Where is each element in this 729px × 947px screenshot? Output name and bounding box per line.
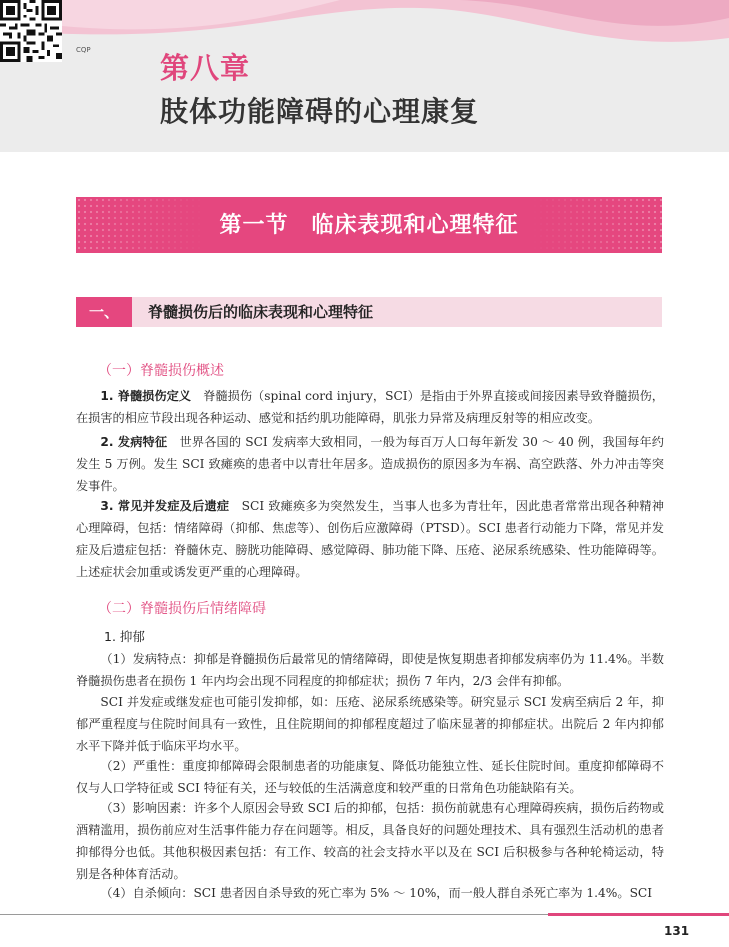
paragraph: （1）发病特点：抑郁是脊髓损伤后最常见的情绪障碍，即使是恢复期患者抑郁发病率仍为 11.4%。半数脊髓损伤患者在损伤 1 年内均会出现不同程度的抑郁症状；损伤 7 年内，2/3 会伴有抑郁。 [76, 652, 664, 688]
paragraph [76, 431, 664, 497]
paragraph-lead: 3. 常见并发症及后遗症 [100, 499, 230, 513]
subsection-number: 一、 [76, 297, 132, 327]
paragraph-text: 世界各国的 SCI 发病率大致相同，一般为每百万人口每年新发 30 ～ 40 例，我国每年约发生 5 万例。发生 SCI 致瘫痪的患者中以青壮年居多。造成损伤的原因多为车祸、高空跌落、外力冲击等突发事件。 [76, 435, 664, 493]
section-banner [76, 197, 662, 253]
paragraph: SCI 并发症或继发症也可能引发抑郁，如：压疮、泌尿系统感染等。研究显示 SCI 发病至病后 2 年，抑郁严重程度与住院时间具有一致性，且住院期间的抑郁程度超过了临床显著的抑郁症状。出院后 2 年内抑郁水平下降并低于临床平均水平。 [76, 695, 664, 753]
footer-accent-bar [548, 913, 729, 916]
paragraph [76, 495, 664, 583]
paragraph-text: 脊髓损伤（spinal cord injury，SCI）是指由于外界直接或间接因素导致脊髓损伤，在损害的相应节段出现各种运动、感觉和括约肌功能障碍，肌张力异常及病理反射等的相应改变。 [76, 389, 664, 425]
chapter-title: 肢体功能障碍的心理康复 [160, 95, 480, 128]
page-number: 131 [664, 924, 690, 938]
chapter-header [0, 0, 729, 152]
subsection-heading [76, 297, 662, 327]
paragraph: （4）自杀倾向：SCI 患者因自杀导致的死亡率为 5% ～ 10%，而一般人群自杀死亡率为 1.4%。SCI [100, 886, 653, 900]
qr-label: CQP [76, 46, 91, 54]
heading-part1: （一）脊髓损伤概述 [98, 363, 224, 379]
section-title: 第一节 临床表现和心理特征 [219, 212, 519, 238]
paragraph: （3）影响因素：许多个人原因会导致 SCI 后的抑郁，包括：损伤前就患有心理障碍疾病，损伤后药物或酒精滥用，损伤前应对生活事件能力存在问题等。相反，具备良好的问题处理技术、具有强烈生活动机的患者抑郁得分也低。其他积极因素包括：有工作、较高的社会支持水平以及在 SCI 后积极参与各种轮椅运动，特别是各种体育活动。 [76, 801, 664, 881]
heading-depression: 1. 抑郁 [104, 629, 145, 644]
paragraph-lead: 2. 发病特征 [100, 435, 168, 449]
heading-part2: （二）脊髓损伤后情绪障碍 [98, 601, 266, 617]
paragraph: （2）严重性：重度抑郁障碍会限制患者的功能康复、降低功能独立性、延长住院时间。重度抑郁障碍不仅与人口学特征或 SCI 特征有关，还与较低的生活满意度和较严重的日常角色功能缺陷有关。 [76, 759, 664, 795]
subsection-title: 脊髓损伤后的临床表现和心理特征 [148, 303, 374, 321]
paragraph-lead: 1. 脊髓损伤定义 [100, 389, 192, 403]
chapter-number: 第八章 [160, 51, 251, 85]
paragraph [76, 385, 664, 429]
qr-code-icon [0, 0, 62, 62]
paragraph-text: SCI 致瘫痪多为突然发生，当事人也多为青壮年，因此患者常常出现各种精神心理障碍，包括：情绪障碍（抑郁、焦虑等）、创伤后应激障碍（PTSD）。SCI 患者行动能力下降，常见并发症及后遗症包括：脊髓休克、膀胱功能障碍、感觉障碍、肺功能下降、压疮、泌尿系统感染、性功能障碍等。上述症状会加重或诱发更严重的心理障碍。 [76, 499, 664, 579]
